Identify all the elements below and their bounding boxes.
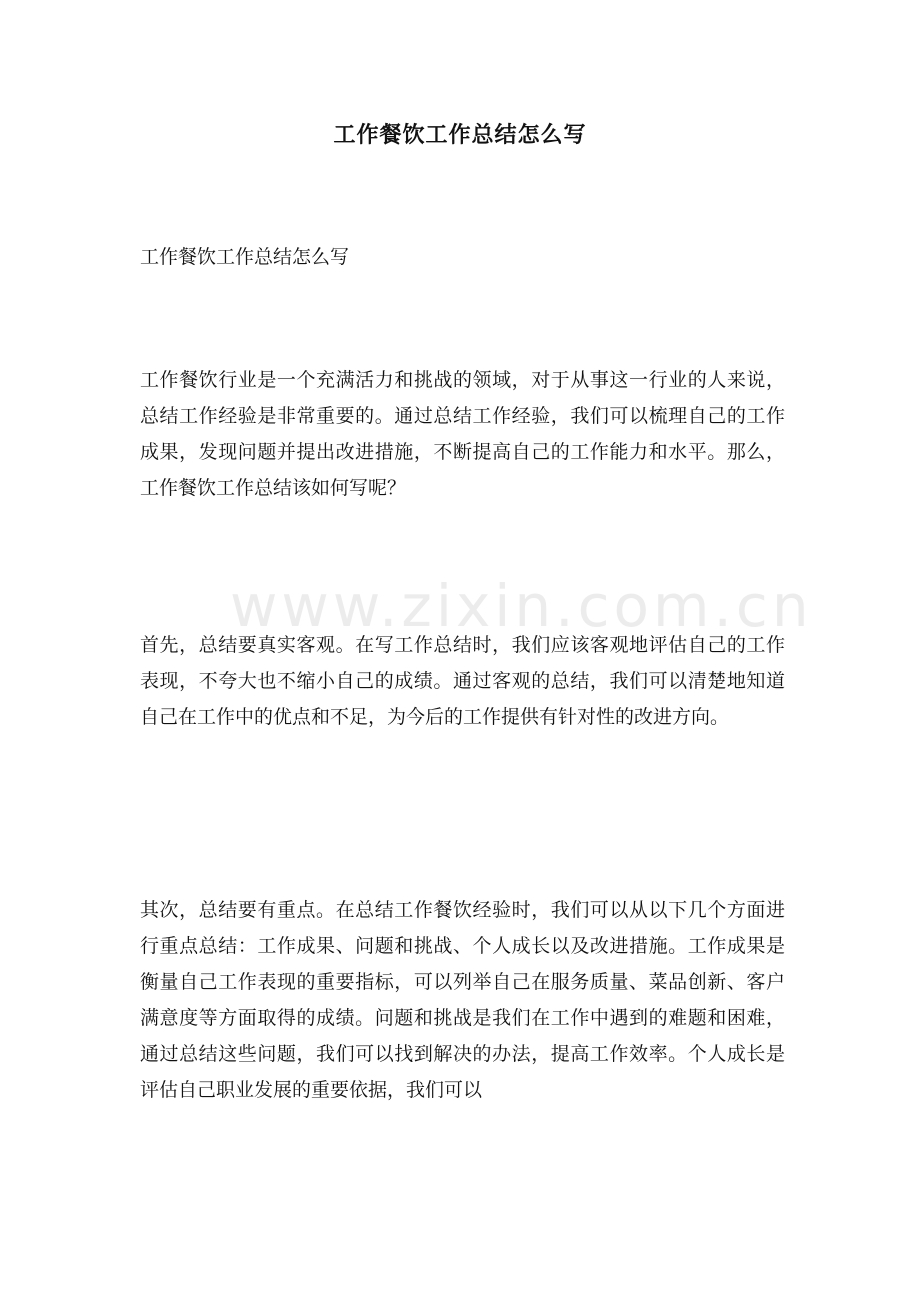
paragraph-first: 首先，总结要真实客观。在写工作总结时，我们应该客观地评估自己的工作表现，不夸大也不缩小自己的成绩。通过客观的总结，我们可以清楚地知道自己在工作中的优点和不足，为今后的工作提供有针对性的改进方向。 bbox=[140, 634, 785, 728]
paragraph-second: 其次，总结要有重点。在总结工作餐饮经验时，我们可以从以下几个方面进行重点总结：工作成果、问题和挑战、个人成长以及改进措施。工作成果是衡量自己工作表现的重要指标，可以列举自己在服务质量、菜品创新、客户满意度等方面取得的成绩。问题和挑战是我们在工作中遇到的难题和困难，通过总结这些问题，我们可以找到解决的办法，提高工作效率。个人成长是评估自己职业发展的重要依据，我们可以 bbox=[140, 899, 785, 1101]
page-title: 工作餐饮工作总结怎么写 bbox=[333, 122, 587, 148]
watermark: www.zixin.com.cn bbox=[230, 572, 813, 640]
document-subtitle: 工作餐饮工作总结怎么写 bbox=[140, 246, 350, 268]
paragraph-intro: 工作餐饮行业是一个充满活力和挑战的领域，对于从事这一行业的人来说，总结工作经验是非常重要的。通过总结工作经验，我们可以梳理自己的工作成果，发现问题并提出改进措施，不断提高自己的工作能力和水平。那么，工作餐饮工作总结该如何写呢？ bbox=[140, 369, 785, 499]
